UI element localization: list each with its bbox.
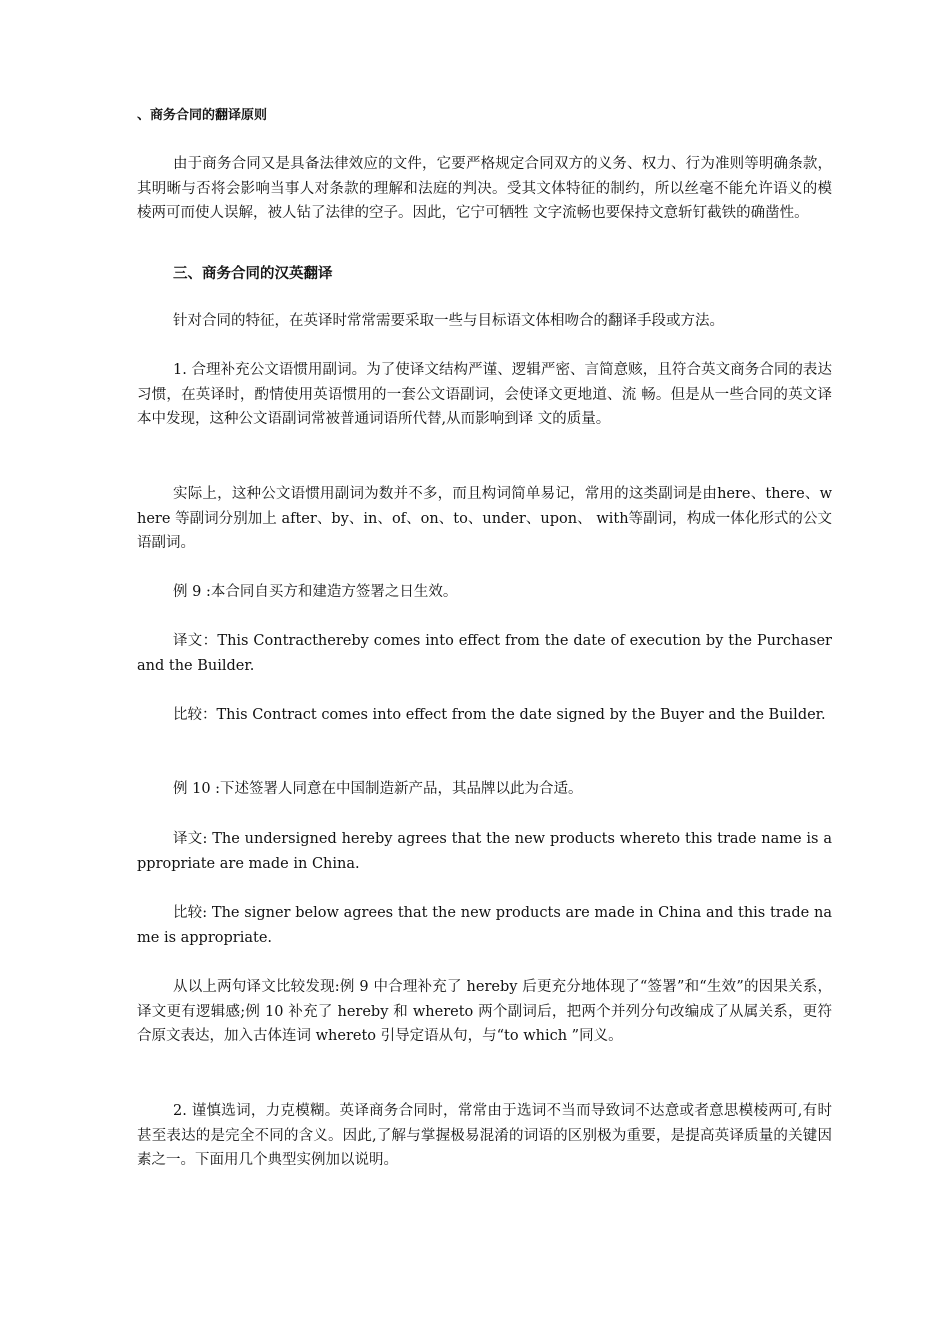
- paragraph-intro: 针对合同的特征，在英译时常常需要采取一些与目标语文体相吻合的翻译手段或方法。: [173, 313, 724, 329]
- example-9-translation: 译文：This Contracthereby comes into effect from the date of execution by the Purchaser and the Builder.: [137, 633, 832, 674]
- paragraph-point-2: 2. 谨慎选词，力克模糊。英译商务合同时，常常由于选词不当而导致词不达意或者意思模棱两可,有时甚至表达的是完全不同的含义。因此,了解与掌握极易混淆的词语的区别极为重要，是提高英译质量的关键因素之一。下面用几个典型实例加以说明。: [137, 1103, 832, 1169]
- section-heading-principles: 、商务合同的翻译原则: [137, 108, 268, 123]
- example-9: 例 9 :本合同自买方和建造方签署之日生效。: [173, 584, 458, 600]
- paragraph-conclusion: 从以上两句译文比较发现:例 9 中合理补充了 hereby 后更充分地体现了“签署”和“生效”的因果关系，译文更有逻辑感;例 10 补充了 hereby 和 whereto 两个副词后，把两个并列分句改编成了从属关系，更符合原文表达，加入古体连词 whereto 引导定语从句，与“to which ”同义。: [137, 979, 832, 1045]
- example-10-translation: 译文: The undersigned hereby agrees that the new products whereto this trade name is appropriate are made in China.: [137, 831, 832, 872]
- section-heading-translation: 三、商务合同的汉英翻译: [173, 266, 333, 282]
- paragraph-practice: 实际上，这种公文语惯用副词为数并不多，而且构词简单易记，常用的这类副词是由here、there、where 等副词分别加上 after、by、in、of、on、to、under、upon、 with等副词，构成一体化形式的公文语副词。: [137, 486, 832, 552]
- paragraph-point-1: 1. 合理补充公文语惯用副词。为了使译文结构严谨、逻辑严密、言简意赅，且符合英文商务合同的表达习惯，在英译时，酌情使用英语惯用的一套公文语副词，会使译文更地道、流 畅。但是从一些合同的英文译本中发现，这种公文语副词常被普通词语所代替,从而影响到译 文的质量。: [137, 362, 832, 428]
- paragraph-principle: 由于商务合同又是具备法律效应的文件，它要严格规定合同双方的义务、权力、行为准则等明确条款，其明晰与否将会影响当事人对条款的理解和法庭的判决。受其文体特征的制约，所以丝毫不能允许语义的模棱两可而使人误解，被人钻了法律的空子。因此，它宁可牺牲 文字流畅也要保持文意斩钉截铁的确凿性。: [137, 156, 832, 222]
- example-10-compare: 比较: The signer below agrees that the new products are made in China and this trade name is appropriate.: [137, 905, 832, 946]
- example-9-compare: 比较：This Contract comes into effect from the date signed by the Buyer and the Builder.: [173, 707, 826, 723]
- example-10: 例 10 :下述签署人同意在中国制造新产品，其品牌以此为合适。: [173, 781, 583, 797]
